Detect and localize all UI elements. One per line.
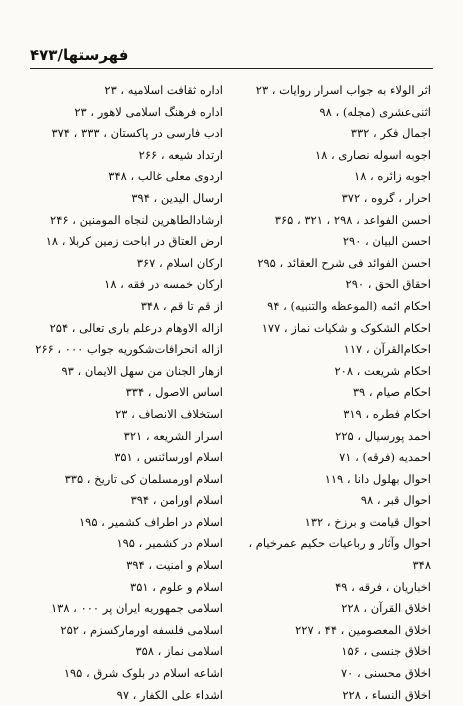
index-entry: اسلامی فلسفه اورمارکسزم ، ۲۵۲ xyxy=(60,622,223,637)
index-entry: احقاق الحق ، ۲۹۰ xyxy=(345,277,431,292)
header-rule xyxy=(30,68,433,69)
index-entry: احکام ائمه (الموعظه والتنبیه) ، ۹۴ xyxy=(267,298,431,313)
index-entry: اخلاق النساء ، ۲۲۸ xyxy=(342,687,431,702)
index-entry: اسلام اورمسلمان کی تاریخ ، ۳۳۵ xyxy=(64,471,223,486)
index-entry: احکام‌القرآن ، ۱۱۷ xyxy=(343,342,431,357)
index-entry: اخلاق القرآن ، ۲۲۸ xyxy=(341,601,431,616)
index-entry: اسلامی نماز ، ۳۵۸ xyxy=(135,644,223,659)
index-entry: احکام شریعت ، ۲۰۸ xyxy=(334,363,431,378)
index-entry: ازاله الاوهام درعلم باری تعالی ، ۲۵۴ xyxy=(49,320,223,335)
index-entry: اخلاق المعصومین ، ۴۴ ، ۲۲۷ xyxy=(295,622,431,637)
index-entry: احکام صیام ، ۳۹ xyxy=(352,385,431,400)
index-entry: ارشادالطاهرین لنجاه المومنین ، ۲۴۶ xyxy=(50,212,223,227)
index-entry: احمد پورسیال ، ۲۲۵ xyxy=(335,428,431,443)
index-entry: ازاله انحرافات‌شکوریه جواب ۰۰۰ ، ۲۶۶ xyxy=(35,342,223,357)
index-entry: ۳۴۸ xyxy=(412,558,431,573)
running-header-title: فهرستها/۴۷۳ xyxy=(30,46,129,64)
index-entry: اساس الاصول ، ۳۳۴ xyxy=(125,385,223,400)
index-entry: ارکان خمسه در فقه ، ۱۸ xyxy=(104,277,223,292)
index-entry: احمدیه (فرقه) ، ۷۱ xyxy=(339,450,431,465)
index-entry: احسن الفواعد ، ۲۹۸ ، ۳۲۱ ، ۳۶۵ xyxy=(274,212,431,227)
page-header xyxy=(30,44,433,68)
index-entry: اثنی‌عشری (مجله) ، ۹۸ xyxy=(319,104,431,119)
index-entry: اداره ثقافت اسلامیه ، ۲۳ xyxy=(104,83,223,97)
index-entry: احرار ، گروه ، ۳۷۲ xyxy=(341,190,431,205)
index-entry: اثر الولاء به جواب اسرار روایات ، ۲۳ xyxy=(255,83,431,97)
index-entry: اسلام و امنیت ، ۳۹۴ xyxy=(126,558,223,573)
index-entry: اسلام و علوم ، ۳۵۱ xyxy=(130,579,223,594)
index-entry: احوال قیامت و برزخ ، ۱۳۲ xyxy=(304,514,431,529)
index-entry: احوال قبر ، ۹۸ xyxy=(360,493,431,508)
index-entry: اسرار الشریعه ، ۳۲۱ xyxy=(123,428,223,443)
index-entry: اجمال فکر ، ۳۳۲ xyxy=(350,126,431,141)
index-entry: اخلاق محسنی ، ۷۰ xyxy=(340,666,431,681)
index-entry: احوال بهلول دانا ، ۱۱۹ xyxy=(324,471,431,486)
index-entry: احوال وآثار و رباعیات حکیم عمرخیام ، xyxy=(248,536,431,551)
index-entry: ادب فارسی در پاکستان ، ۳۳۳ ، ۳۷۴ xyxy=(51,126,223,141)
index-entry: ارتداد شیعه ، ۲۶۶ xyxy=(138,147,223,162)
index-entry: اسلامی جمهوریه ایران پر ۰۰۰ ، ۱۳۸ xyxy=(51,601,223,616)
index-entry: از قم تا قم ، ۳۴۸ xyxy=(140,298,223,313)
index-entry: اجوبه زائره ، ۱۸ xyxy=(354,169,431,184)
index-entry: ارکان اسلام ، ۳۶۷ xyxy=(136,255,223,270)
index-entry: احسن البیان ، ۲۹۰ xyxy=(342,234,431,249)
index-entry: ارسال الیدین ، ۳۹۴ xyxy=(131,190,223,205)
index-entry: ارض العتاق در اباحت زمین کربلا ، ۱۸ xyxy=(45,234,223,249)
index-entry: احسن الفوائد فی شرح العقائد ، ۲۹۵ xyxy=(257,255,431,270)
index-entry: احکام الشکوک و شکیات نماز ، ۱۷۷ xyxy=(261,320,431,335)
index-entry: اشداء علی الکفار ، ۹۷ xyxy=(116,687,223,702)
index-entry: اجوبه اسوله نصاری ، ۱۸ xyxy=(315,147,431,162)
index-entry: اداره فرهنگ اسلامی لاهور ، ۲۳ xyxy=(74,104,223,119)
index-entry: ازهار الجنان من سهل الایمان ، ۹۳ xyxy=(61,363,223,378)
index-entry: اشاعه اسلام در بلوک شرق ، ۱۹۵ xyxy=(63,666,223,681)
index-entry: اسلام در کشمیر ، ۱۹۵ xyxy=(116,536,223,551)
index-entry: اسلام اورامن ، ۳۹۴ xyxy=(130,493,223,508)
index-entry: اخباریان ، فرقه ، ۴۹ xyxy=(335,579,431,594)
index-entry: اردوی معلی غالب ، ۳۴۸ xyxy=(108,169,223,184)
index-entry: اسلام اورسائنس ، ۳۵۱ xyxy=(114,450,223,465)
index-column-left xyxy=(23,80,223,706)
index-entry: اخلاق جنسی ، ۱۵۶ xyxy=(341,644,431,659)
index-entry: استخلاف الانصاف ، ۲۳ xyxy=(115,406,223,421)
index-entry: احکام فطره ، ۳۱۹ xyxy=(343,406,431,421)
index-entry: اسلام در اطراف کشمیر ، ۱۹۵ xyxy=(78,514,223,529)
index-column-right xyxy=(231,80,431,706)
